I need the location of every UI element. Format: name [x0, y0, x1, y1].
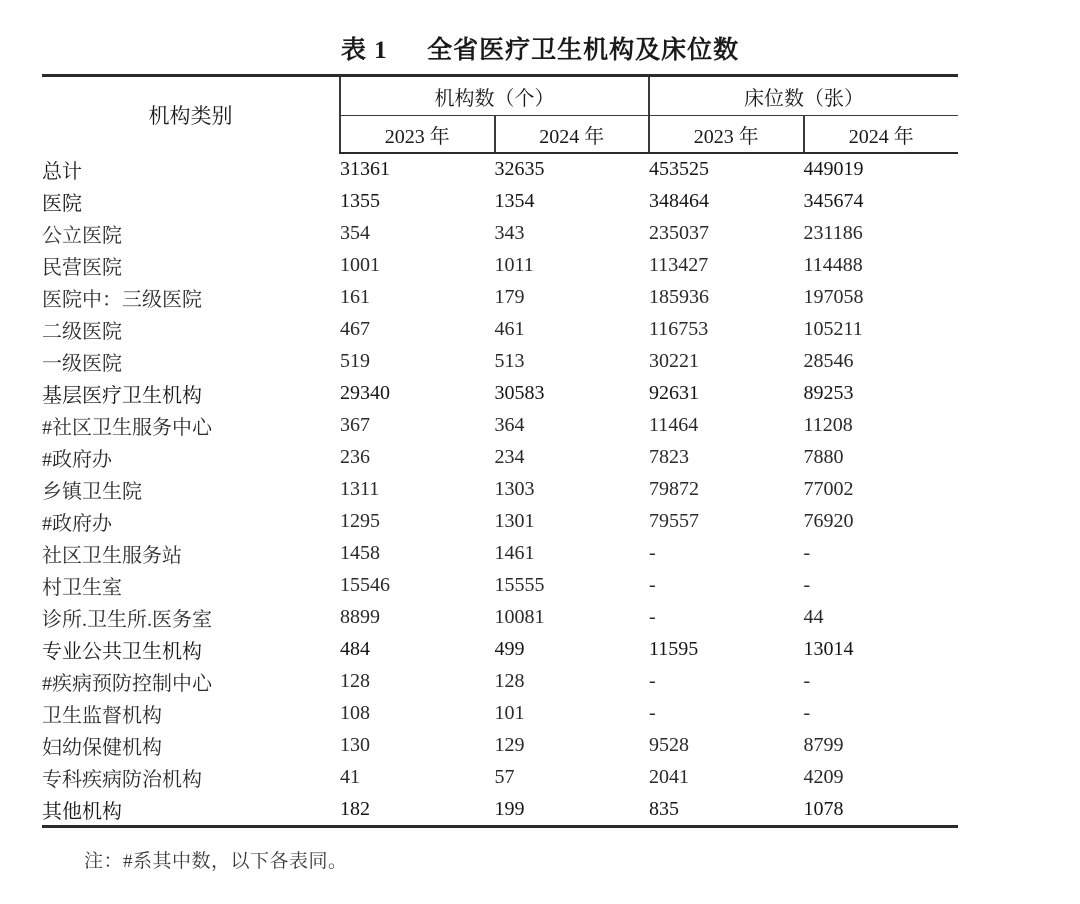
cell-beds-2023: 453525: [649, 158, 709, 180]
cell-institution-2023: 15546: [340, 573, 390, 596]
table-row: [42, 313, 958, 345]
table-row: [42, 761, 958, 793]
cell-institution-2023: 467: [340, 317, 370, 340]
cell-beds-2023: 79557: [649, 509, 699, 532]
row-label: 村卫生室: [42, 576, 122, 599]
table-row: [42, 633, 958, 665]
table-row: [42, 281, 958, 313]
cell-institution-2024: 234: [494, 445, 525, 468]
table-row: [42, 601, 958, 633]
cell-beds-2023: 11464: [649, 413, 699, 436]
cell-institution-2024: 10081: [494, 605, 545, 628]
column-header-beds-2024: 2024 年: [804, 116, 959, 154]
row-label: 一级医院: [42, 352, 122, 375]
cell-beds-2024: 1078: [804, 793, 959, 827]
cell-institution-2024: 461: [494, 317, 525, 340]
cell-institution-2023: 128: [340, 669, 370, 692]
row-label: 总计: [42, 160, 82, 183]
title-text: 全省医疗卫生机构及床位数: [427, 37, 740, 64]
cell-beds-2023: 30221: [649, 349, 699, 372]
cell-institution-2024: 128: [494, 669, 525, 692]
cell-institution-2024: 32635: [494, 158, 545, 180]
cell-institution-2024: 1461: [494, 541, 535, 564]
statistics-table-container: [42, 74, 958, 828]
row-label: 民营医院: [42, 256, 122, 279]
cell-beds-2024: 197058: [803, 285, 864, 308]
table-row: [42, 569, 958, 601]
cell-institution-2023: 1458: [340, 541, 380, 564]
row-label: 其他机构: [42, 793, 340, 827]
cell-institution-2023: 484: [340, 637, 370, 660]
table-row: [42, 697, 958, 729]
cell-beds-2023: 92631: [649, 381, 699, 404]
table-row: [42, 217, 958, 249]
row-label: 基层医疗卫生机构: [42, 384, 202, 407]
column-group-institution-count: 机构数（个）: [340, 76, 649, 116]
title-prefix: 表: [340, 37, 367, 64]
cell-institution-2023: 519: [340, 349, 370, 372]
row-label: 医院: [42, 192, 82, 215]
table-row: [42, 537, 958, 569]
cell-beds-2023: -: [649, 573, 656, 596]
cell-beds-2023: -: [649, 669, 656, 692]
row-label: #政府办: [42, 512, 112, 535]
cell-institution-2024: 199: [495, 793, 650, 827]
table-footnote: 注：#系其中数，以下各表同。: [84, 851, 348, 872]
cell-beds-2023: 9528: [649, 733, 689, 756]
table-row: [42, 665, 958, 697]
cell-beds-2024: -: [803, 669, 811, 692]
cell-institution-2024: 15555: [494, 573, 545, 596]
row-label: 医院中：三级医院: [42, 288, 202, 311]
table-row: [42, 729, 958, 761]
cell-beds-2023: 116753: [649, 317, 709, 340]
table-row: [42, 441, 958, 473]
cell-institution-2023: 236: [340, 445, 370, 468]
cell-institution-2023: 1311: [340, 477, 380, 500]
cell-institution-2024: 1011: [494, 253, 534, 276]
cell-institution-2024: 179: [494, 285, 525, 308]
row-label: 乡镇卫生院: [42, 480, 142, 503]
table-row: [42, 345, 958, 377]
row-label: 公立医院: [42, 224, 122, 247]
cell-institution-2024: 1301: [494, 509, 535, 532]
cell-beds-2023: -: [649, 605, 656, 628]
cell-beds-2024: 345674: [803, 189, 864, 212]
cell-beds-2023: 348464: [649, 189, 709, 212]
table-row: [42, 185, 958, 217]
row-label: #疾病预防控制中心: [42, 672, 212, 695]
column-group-bed-count: 床位数（张）: [649, 76, 958, 116]
cell-beds-2024: -: [803, 573, 811, 596]
cell-beds-2024: -: [803, 541, 811, 564]
row-label: 二级医院: [42, 320, 122, 343]
title-number: 1: [374, 37, 387, 64]
table-row: [42, 409, 958, 441]
cell-institution-2024: 57: [494, 765, 515, 788]
cell-beds-2024: 89253: [803, 381, 854, 404]
cell-institution-2023: 354: [340, 221, 370, 244]
row-label: 妇幼保健机构: [42, 736, 162, 759]
table-row: [42, 505, 958, 537]
row-label: 诊所.卫生所.医务室: [42, 608, 212, 631]
cell-institution-2023: 1001: [340, 253, 380, 276]
cell-institution-2024: 343: [494, 221, 525, 244]
table-row: [42, 473, 958, 505]
cell-beds-2024: 105211: [803, 317, 863, 340]
cell-beds-2024: -: [803, 701, 811, 724]
cell-beds-2023: 79872: [649, 477, 699, 500]
cell-institution-2023: 367: [340, 413, 370, 436]
cell-institution-2023: 1355: [340, 189, 380, 212]
cell-institution-2023: 1295: [340, 509, 380, 532]
cell-institution-2024: 1303: [494, 477, 535, 500]
cell-institution-2023: 31361: [340, 158, 390, 180]
cell-institution-2024: 499: [494, 637, 525, 660]
cell-beds-2023: 7823: [649, 445, 689, 468]
row-label: 社区卫生服务站: [42, 544, 182, 567]
table-row: [42, 153, 958, 185]
cell-institution-2024: 101: [494, 701, 525, 724]
cell-beds-2024: 231186: [803, 221, 863, 244]
page-title: [0, 30, 1080, 66]
cell-beds-2024: 449019: [803, 158, 864, 180]
cell-beds-2023: 835: [649, 793, 804, 827]
cell-institution-2023: 41: [340, 765, 360, 788]
cell-beds-2023: 11595: [649, 637, 699, 660]
cell-beds-2023: 2041: [649, 765, 689, 788]
cell-institution-2024: 129: [494, 733, 525, 756]
cell-beds-2023: -: [649, 541, 656, 564]
cell-beds-2024: 7880: [803, 445, 844, 468]
cell-beds-2024: 4209: [803, 765, 844, 788]
cell-beds-2023: -: [649, 701, 656, 724]
column-header-beds-2023: 2023 年: [649, 116, 804, 154]
cell-institution-2023: 108: [340, 701, 370, 724]
column-header-institution-2023: 2023 年: [340, 116, 495, 154]
table-row: [42, 249, 958, 281]
cell-institution-2023: 8899: [340, 605, 380, 628]
cell-beds-2023: 235037: [649, 221, 709, 244]
cell-institution-2024: 30583: [494, 381, 545, 404]
cell-beds-2023: 185936: [649, 285, 709, 308]
cell-institution-2024: 1354: [494, 189, 535, 212]
column-header-institution-2024: 2024 年: [495, 116, 650, 154]
column-header-category: 机构类别: [42, 76, 340, 154]
row-label: 卫生监督机构: [42, 704, 162, 727]
table-row: [42, 377, 958, 409]
row-label: #社区卫生服务中心: [42, 416, 212, 439]
cell-beds-2024: 44: [803, 605, 824, 628]
cell-beds-2024: 77002: [803, 477, 854, 500]
cell-beds-2024: 76920: [803, 509, 854, 532]
row-label: 专科疾病防治机构: [42, 768, 202, 791]
cell-institution-2024: 364: [494, 413, 525, 436]
cell-beds-2024: 28546: [803, 349, 854, 372]
cell-institution-2024: 513: [494, 349, 525, 372]
cell-institution-2023: 130: [340, 733, 370, 756]
row-label: 专业公共卫生机构: [42, 640, 202, 663]
table-header-group-row: [42, 76, 958, 116]
row-label: #政府办: [42, 448, 112, 471]
cell-institution-2023: 29340: [340, 381, 390, 404]
cell-beds-2023: 113427: [649, 253, 709, 276]
cell-institution-2023: 182: [340, 793, 495, 827]
cell-beds-2024: 8799: [803, 733, 844, 756]
cell-institution-2023: 161: [340, 285, 370, 308]
cell-beds-2024: 114488: [803, 253, 863, 276]
table-body: [42, 153, 958, 827]
table-head: [42, 76, 958, 154]
cell-beds-2024: 13014: [803, 637, 854, 660]
table-row: [42, 793, 958, 827]
statistics-table: [42, 74, 958, 828]
cell-beds-2024: 11208: [803, 413, 853, 436]
